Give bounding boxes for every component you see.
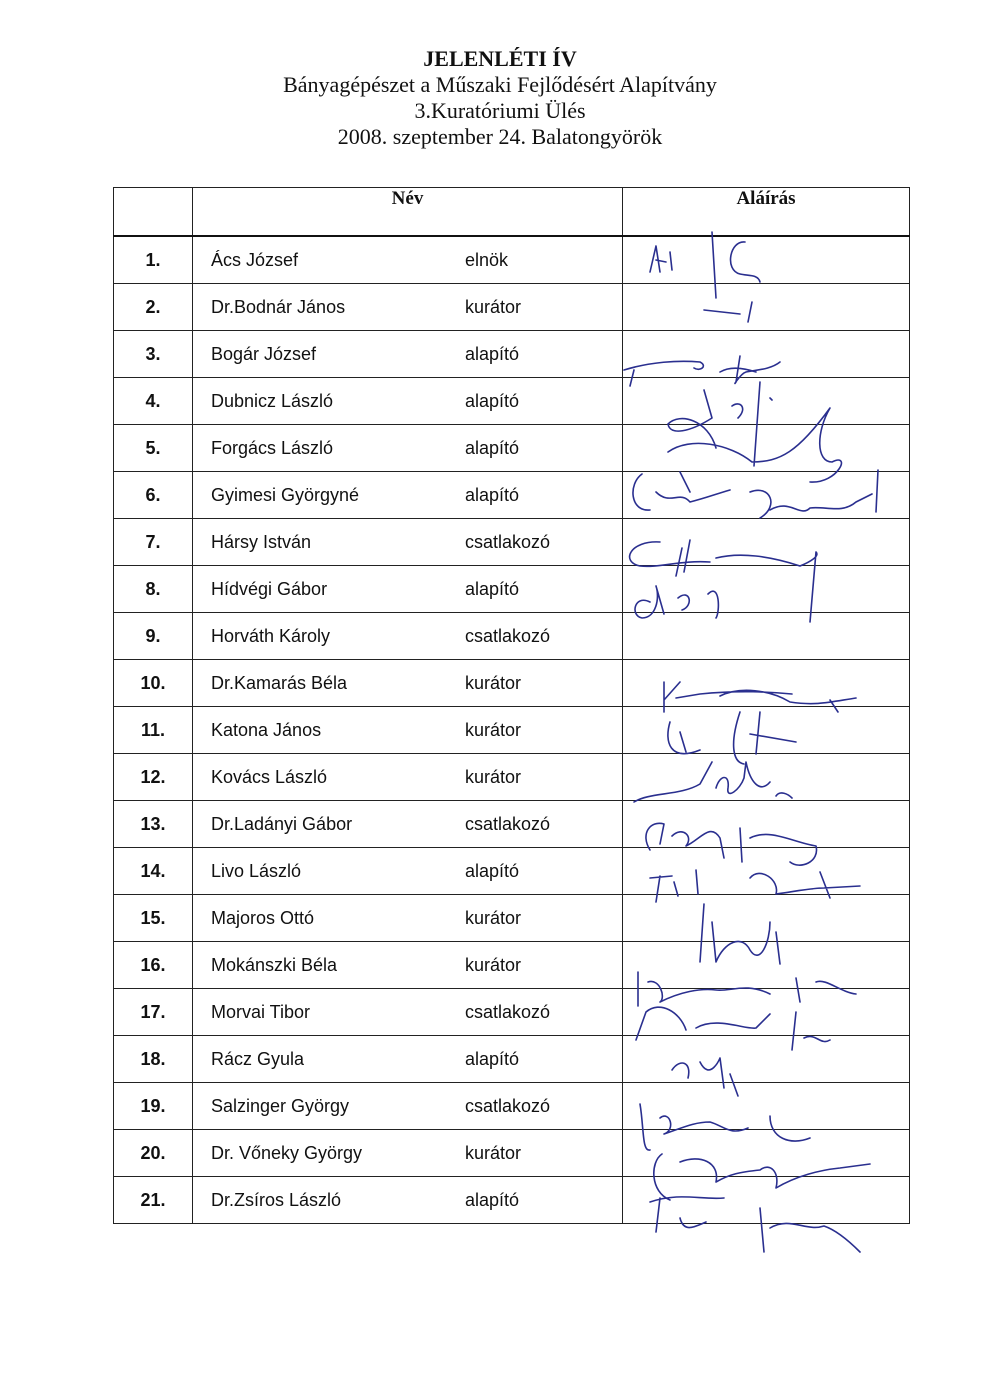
member-role: kurátor (465, 767, 522, 787)
member-name: Dr.Zsíros László (211, 1190, 342, 1210)
row-number: 15. (114, 895, 193, 942)
member-name: Rácz Gyula (211, 1049, 305, 1069)
member-cell (193, 1130, 623, 1177)
row-number: 21. (114, 1177, 193, 1224)
table-header-row (114, 188, 910, 237)
member-name: Katona János (211, 720, 322, 740)
row-number: 20. (114, 1130, 193, 1177)
signature-cell (623, 1083, 910, 1130)
member-cell (193, 425, 623, 472)
member-name: Bogár József (211, 344, 317, 364)
member-role: kurátor (465, 955, 522, 975)
member-name: Horváth Károly (211, 626, 331, 646)
member-name: Dubnicz László (211, 391, 334, 411)
table-row (114, 1130, 910, 1177)
name-column-header: Név (193, 188, 623, 237)
signature-cell (623, 284, 910, 331)
table-row (114, 848, 910, 895)
member-role: alapító (465, 1190, 520, 1210)
member-role: kurátor (465, 297, 522, 317)
attendance-table (113, 187, 910, 1224)
member-cell (193, 801, 623, 848)
member-role: alapító (465, 579, 520, 599)
member-name: Hársy István (211, 532, 312, 552)
row-number: 6. (114, 472, 193, 519)
signature-cell (623, 519, 910, 566)
row-number: 7. (114, 519, 193, 566)
row-number: 9. (114, 613, 193, 660)
row-number: 17. (114, 989, 193, 1036)
member-cell (193, 472, 623, 519)
table-row (114, 519, 910, 566)
table-row (114, 1177, 910, 1224)
table-row (114, 942, 910, 989)
table-row (114, 472, 910, 519)
meeting-name: 3.Kuratóriumi Ülés (414, 98, 586, 123)
table-row (114, 378, 910, 425)
signature-cell (623, 801, 910, 848)
document-header (0, 46, 1000, 150)
member-cell (193, 236, 623, 284)
table-row (114, 613, 910, 660)
row-number: 10. (114, 660, 193, 707)
table-row (114, 284, 910, 331)
table-row (114, 331, 910, 378)
member-role: csatlakozó (465, 814, 551, 834)
member-role: alapító (465, 438, 520, 458)
member-name: Kovács László (211, 767, 328, 787)
member-role: alapító (465, 391, 520, 411)
signature-cell (623, 236, 910, 284)
row-number: 13. (114, 801, 193, 848)
row-number: 2. (114, 284, 193, 331)
member-name: Hídvégi Gábor (211, 579, 328, 599)
member-cell (193, 707, 623, 754)
member-role: csatlakozó (465, 1096, 551, 1116)
signature-cell (623, 707, 910, 754)
member-role: alapító (465, 1049, 520, 1069)
row-number: 16. (114, 942, 193, 989)
row-number: 18. (114, 1036, 193, 1083)
member-cell (193, 895, 623, 942)
meeting-date-place: 2008. szeptember 24. Balatongyörök (337, 124, 663, 149)
table-row (114, 425, 910, 472)
signature-cell (623, 425, 910, 472)
number-column-header (114, 188, 193, 237)
member-name: Dr. Vőneky György (211, 1143, 363, 1163)
member-cell (193, 942, 623, 989)
table-row (114, 989, 910, 1036)
member-cell (193, 566, 623, 613)
signature-cell (623, 472, 910, 519)
member-name: Dr.Bodnár János (211, 297, 346, 317)
signature-cell (623, 989, 910, 1036)
member-name: Majoros Ottó (211, 908, 315, 928)
member-role: elnök (465, 250, 509, 270)
member-name: Livo László (211, 861, 302, 881)
member-cell (193, 1083, 623, 1130)
member-role: alapító (465, 344, 520, 364)
member-role: kurátor (465, 720, 522, 740)
member-cell (193, 613, 623, 660)
signature-column-header: Aláírás (623, 188, 910, 237)
member-role: kurátor (465, 908, 522, 928)
signature-cell (623, 1036, 910, 1083)
member-cell (193, 1036, 623, 1083)
member-name: Ács József (211, 250, 299, 270)
signature-cell (623, 566, 910, 613)
row-number: 12. (114, 754, 193, 801)
member-cell (193, 378, 623, 425)
table-row (114, 660, 910, 707)
member-role: csatlakozó (465, 626, 551, 646)
member-cell (193, 989, 623, 1036)
table-row (114, 707, 910, 754)
signature-cell (623, 378, 910, 425)
signature-cell (623, 848, 910, 895)
signature-cell (623, 942, 910, 989)
signature-cell (623, 660, 910, 707)
row-number: 8. (114, 566, 193, 613)
row-number: 1. (114, 236, 193, 284)
member-name: Salzinger György (211, 1096, 350, 1116)
member-cell (193, 754, 623, 801)
row-number: 5. (114, 425, 193, 472)
member-name: Forgács László (211, 438, 334, 458)
table-row (114, 566, 910, 613)
member-role: kurátor (465, 673, 522, 693)
row-number: 14. (114, 848, 193, 895)
member-cell (193, 1177, 623, 1224)
member-name: Gyimesi Györgyné (211, 485, 360, 505)
member-name: Dr.Ladányi Gábor (211, 814, 353, 834)
signature-cell (623, 895, 910, 942)
member-name: Morvai Tibor (211, 1002, 311, 1022)
member-name: Mokánszki Béla (211, 955, 338, 975)
table-row (114, 1083, 910, 1130)
signature-cell (623, 754, 910, 801)
member-name: Dr.Kamarás Béla (211, 673, 348, 693)
member-role: alapító (465, 485, 520, 505)
row-number: 4. (114, 378, 193, 425)
signature-cell (623, 1177, 910, 1224)
row-number: 11. (114, 707, 193, 754)
member-role: csatlakozó (465, 1002, 551, 1022)
table-row (114, 1036, 910, 1083)
row-number: 19. (114, 1083, 193, 1130)
table-row (114, 895, 910, 942)
row-number: 3. (114, 331, 193, 378)
table-row (114, 754, 910, 801)
member-cell (193, 660, 623, 707)
member-cell (193, 519, 623, 566)
table-row (114, 236, 910, 284)
member-cell (193, 284, 623, 331)
member-cell (193, 331, 623, 378)
member-role: csatlakozó (465, 532, 551, 552)
signature-cell (623, 613, 910, 660)
member-cell (193, 848, 623, 895)
member-role: alapító (465, 861, 520, 881)
document-title: JELENLÉTI ÍV (423, 46, 577, 71)
signature-cell (623, 331, 910, 378)
organization-name: Bányagépészet a Műszaki Fejlődésért Alapítvány (283, 72, 717, 97)
member-role: kurátor (465, 1143, 522, 1163)
signature-cell (623, 1130, 910, 1177)
table-row (114, 801, 910, 848)
